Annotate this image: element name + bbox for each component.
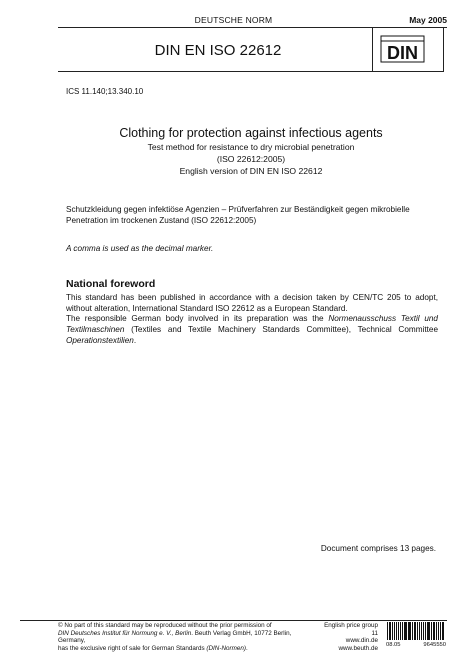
subtitle-iso-ref: (ISO 22612:2005) [216, 154, 286, 164]
footer-rule [20, 620, 447, 621]
barcode-bar [415, 622, 416, 640]
page-count-note: Document comprises 13 pages. [320, 544, 436, 553]
foreword-p2-text-b: (Textiles and Textile Machinery Standards Committee), Technical Committee [124, 325, 438, 334]
copyright-line-3 [58, 645, 316, 653]
barcode-bar [390, 622, 391, 640]
barcode-bar [427, 622, 428, 640]
barcode-bar [443, 622, 444, 640]
barcode-bar [428, 622, 430, 640]
din-website-link[interactable]: www.din.de [345, 637, 378, 645]
barcode [384, 620, 448, 650]
barcode-bar [404, 622, 405, 640]
german-title: Schutzkleidung gegen infektiöse Agenzien – Prüfverfahren zur Beständigkeit gegen mikrobielle Penetration im trockenen Zustand (ISO 22612:2005) [66, 205, 410, 225]
main-title: Clothing for protection against infectious agents [119, 126, 383, 140]
title-block [58, 126, 444, 177]
barcode-bar [421, 622, 422, 640]
barcode-bar [394, 622, 395, 640]
barcode-bar [419, 622, 420, 640]
barcode-date-code: 08.05 [386, 642, 401, 648]
barcode-bar [405, 622, 406, 640]
barcode-bar [412, 622, 413, 640]
barcode-bar [442, 622, 443, 640]
copyright-line-3-end: . [245, 644, 248, 652]
barcode-bar [433, 622, 434, 640]
subtitle-english-version: English version of DIN EN ISO 22612 [179, 166, 323, 176]
barcode-bar [414, 622, 415, 640]
barcode-bar [396, 622, 398, 640]
barcode-bar [423, 622, 424, 640]
copyright-line-2-rest: . Beuth Verlag GmbH, 10772 Berlin, Germany, [58, 629, 292, 645]
header-divider [372, 28, 373, 71]
national-foreword-heading: National foreword [66, 278, 156, 290]
decimal-marker-note: A comma is used as the decimal marker. [66, 244, 214, 253]
barcode-bar [387, 622, 388, 640]
foreword-paragraph-2 [66, 313, 438, 346]
barcode-bar [389, 622, 390, 640]
document-number: DIN EN ISO 22612 [154, 42, 282, 59]
barcode-bar [408, 622, 409, 640]
price-and-links [318, 622, 378, 652]
barcode-bar [440, 622, 441, 640]
din-normen-label: (DIN-Normen) [206, 644, 246, 652]
barcode-bar [436, 622, 437, 640]
din-logo-icon [380, 35, 425, 63]
committee-name: Normenausschuss Textil und Textilmaschinen [66, 314, 438, 334]
barcode-bar [409, 622, 411, 640]
din-institute-name: DIN Deutsches Institut für Normung e. V., Berlin [58, 629, 192, 637]
foreword-p2-text-a: The responsible German body involved in its preparation was the [66, 314, 329, 323]
foreword-paragraph-1: This standard has been published in accordance with a decision taken by CEN/TC 205 to adopt, without alteration, International Standard ISO 22612 as a European Standard. [66, 293, 438, 313]
ics-code: ICS 11.140;13.340.10 [66, 87, 144, 96]
price-group: English price group 11 [324, 622, 378, 637]
barcode-bars [387, 622, 445, 640]
barcode-bar [398, 622, 399, 640]
foreword-p2-text-c: . [133, 336, 137, 345]
barcode-bar [392, 622, 393, 640]
din-logo-text: DIN [387, 43, 418, 63]
barcode-number: 9645550 [423, 642, 446, 648]
barcode-bar [402, 622, 403, 640]
subtitle-method: Test method for resistance to dry microbial penetration [147, 142, 355, 152]
copyright-line-3-text: has the exclusive right of sale for German Standards [58, 644, 207, 652]
copyright-line-1: © No part of this standard may be reproduced without the prior permission of [58, 622, 272, 629]
barcode-bar [438, 622, 439, 640]
copyright-line-2 [58, 630, 316, 645]
barcode-bar [425, 622, 426, 640]
copyright-notice [58, 622, 316, 652]
technical-committee-name: Operationstextilien [66, 336, 134, 345]
beuth-website-link[interactable]: www.beuth.de [338, 644, 378, 652]
barcode-bar [400, 622, 401, 640]
document-type-label: DEUTSCHE NORM [194, 15, 273, 25]
barcode-bar [434, 622, 435, 640]
barcode-bar [417, 622, 418, 640]
barcode-bar [431, 622, 432, 640]
publication-date: May 2005 [409, 15, 447, 25]
